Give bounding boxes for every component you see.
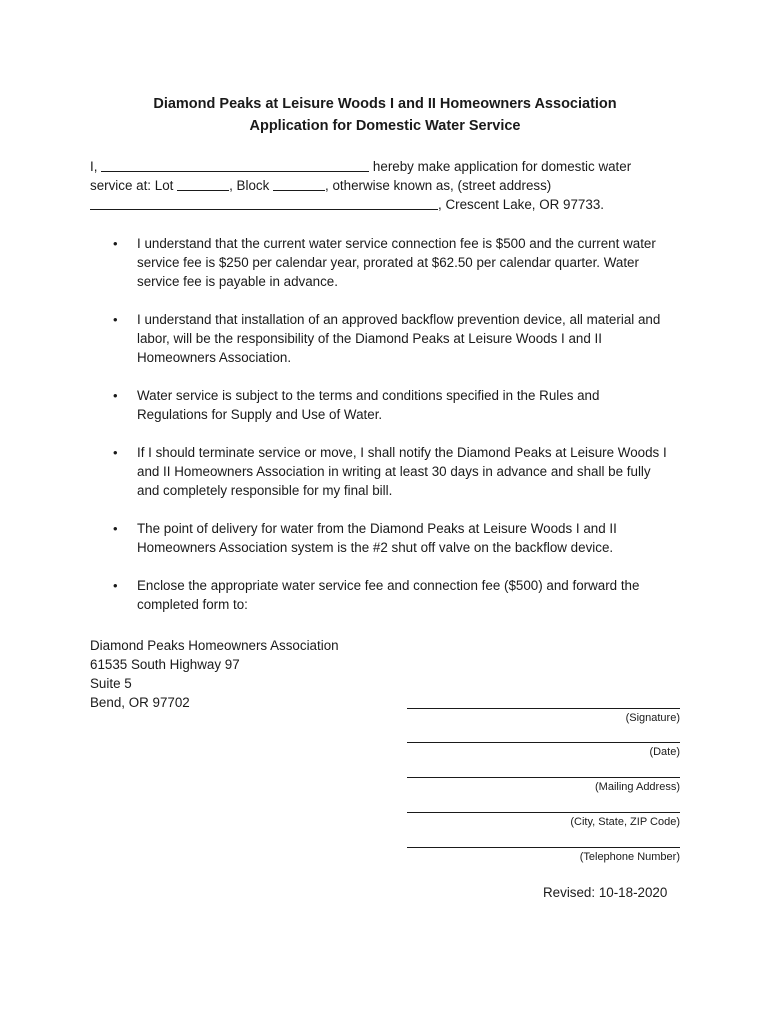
address-city: Bend, OR 97702 <box>90 695 190 710</box>
lot-number-field[interactable] <box>177 177 229 191</box>
intro-line-3 <box>90 196 604 212</box>
term-bullet: • The point of delivery for water from the Diamond Peaks at Leisure Woods I and II Homeowners Association system is the #2 shut off valve on the backflow device. <box>100 519 670 557</box>
document-title: Diamond Peaks at Leisure Woods I and II Homeowners Association <box>153 96 617 112</box>
term-bullet: • Enclose the appropriate water service fee and connection fee ($500) and forward the completed form to: <box>100 576 670 614</box>
mailing-address-block <box>90 636 339 712</box>
mailing-address-label: (Mailing Address) <box>595 781 680 793</box>
applicant-name-field[interactable] <box>101 158 369 172</box>
document-subtitle: Application for Domestic Water Service <box>249 118 521 134</box>
intro-line-2 <box>90 177 551 193</box>
term-bullet: • Water service is subject to the terms and conditions specified in the Rules and Regulations for Supply and Use of Water. <box>100 386 670 424</box>
intro-i-prefix: I, <box>90 159 98 174</box>
terms-list <box>100 234 670 633</box>
revision-date: Revised: 10-18-2020 <box>543 885 668 900</box>
address-name: Diamond Peaks Homeowners Association <box>90 638 339 653</box>
telephone-field[interactable] <box>407 847 680 863</box>
term-bullet: • If I should terminate service or move, I shall notify the Diamond Peaks at Leisure Woods I and II Homeowners Association in writing at least 30 days in advance and shall be fully and completely responsible for my final bill. <box>100 443 670 500</box>
intro-block-label: , Block <box>229 178 270 193</box>
city-state-zip-label: (City, State, ZIP Code) <box>570 816 680 828</box>
mailing-address-field[interactable] <box>407 777 680 793</box>
address-suite: Suite 5 <box>90 676 132 691</box>
term-bullet: • I understand that the current water service connection fee is $500 and the current water service fee is $250 per calendar year, prorated at $62.50 per calendar quarter. Water service fee is payable in advance. <box>100 234 670 291</box>
signature-label: (Signature) <box>625 712 680 724</box>
intro-otherwise-text: , otherwise known as, (street address) <box>325 178 552 193</box>
date-field[interactable] <box>407 742 680 758</box>
street-address-field[interactable] <box>90 196 438 210</box>
intro-city-tail: , Crescent Lake, OR 97733. <box>438 197 604 212</box>
block-number-field[interactable] <box>273 177 325 191</box>
intro-hereby-text: hereby make application for domestic water <box>372 159 632 174</box>
city-state-zip-field[interactable] <box>407 812 680 828</box>
intro-line-1 <box>90 158 631 174</box>
address-street: 61535 South Highway 97 <box>90 657 240 672</box>
term-bullet: • I understand that installation of an approved backflow prevention device, all material and labor, will be the responsibility of the Diamond Peaks at Leisure Woods I and II Homeowners Association. <box>100 310 670 367</box>
signature-field[interactable] <box>407 708 680 724</box>
intro-service-at: service at: Lot <box>90 178 174 193</box>
telephone-label: (Telephone Number) <box>579 851 680 863</box>
date-label: (Date) <box>649 746 680 758</box>
